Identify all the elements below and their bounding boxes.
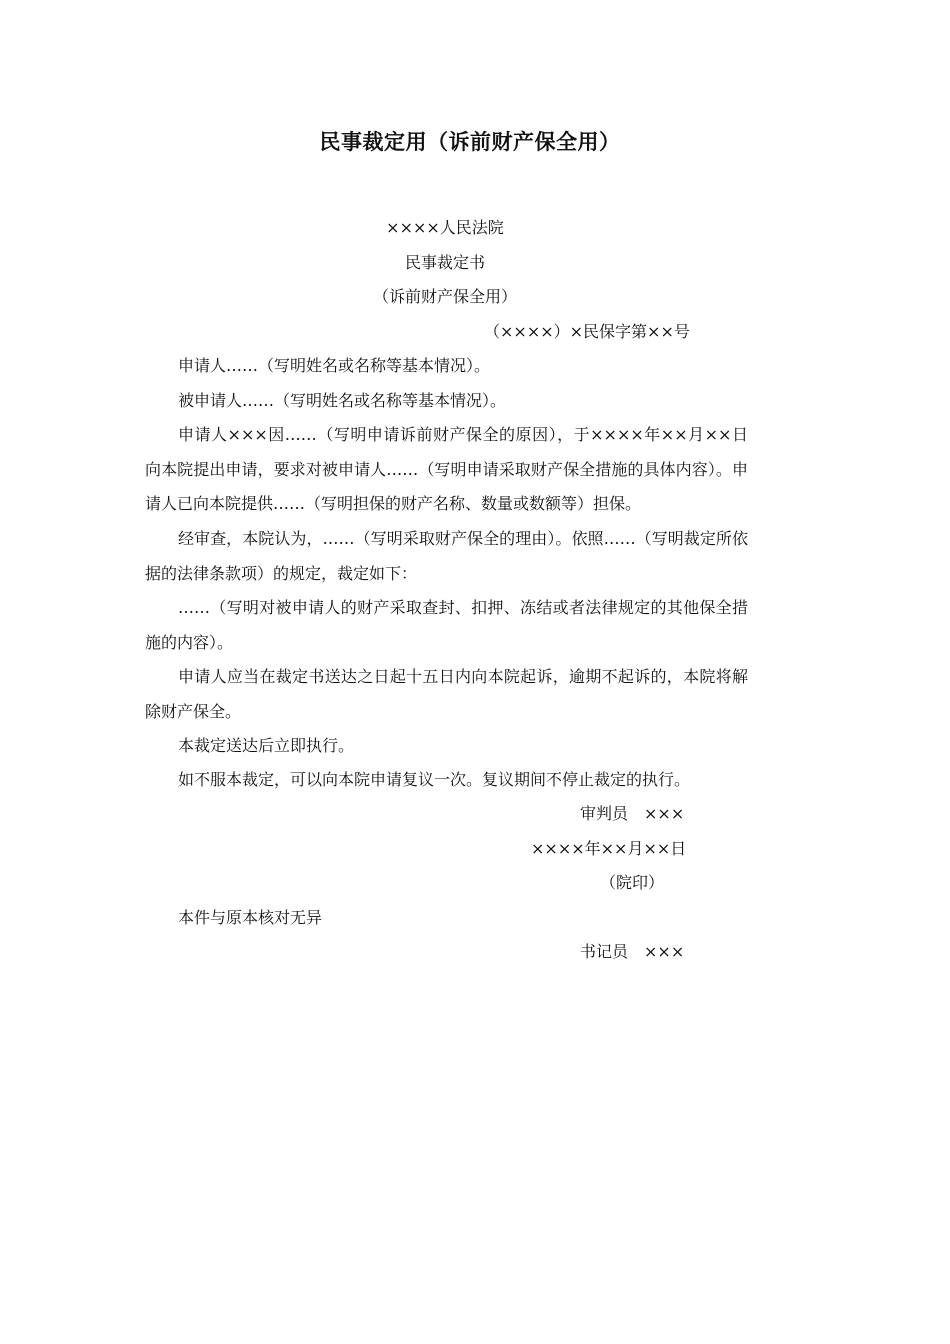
court-name: ××××人民法院	[386, 218, 504, 237]
case-number: （××××）×民保字第××号	[484, 322, 690, 341]
document-type: 民事裁定书	[404, 253, 485, 272]
paragraph-applicant: 申请人……（写明姓名或名称等基本情况）。	[178, 356, 491, 375]
clerk-signature: 书记员 ×××	[580, 942, 685, 961]
paragraph-lawsuit-deadline: 申请人应当在裁定书送达之日起十五日内向本院起诉，逾期不起诉的，本院将解除财产保全。	[145, 667, 748, 721]
judge-signature: 审判员 ×××	[580, 804, 685, 823]
paragraph-execution: 本裁定送达后立即执行。	[178, 736, 355, 755]
verification-note: 本件与原本核对无异	[178, 908, 323, 927]
paragraph-ruling: ……（写明对被申请人的财产采取查封、扣押、冻结或者法律规定的其他保全措施的内容）。	[145, 598, 748, 652]
paragraph-respondent: 被申请人……（写明姓名或名称等基本情况）。	[178, 391, 507, 410]
court-seal-note: （院印）	[600, 873, 665, 892]
ruling-date: ××××年××月××日	[531, 839, 687, 858]
paragraph-application: 申请人×××因……（写明申请诉前财产保全的原因），于××××年××月××日向本院提出申请，要求对被申请人……（写明申请采取财产保全措施的具体内容）。申请人已向本院提供……（写明担保的财产名称、数量或数额等）担保。	[145, 425, 748, 513]
document-subtitle: （诉前财产保全用）	[372, 287, 517, 306]
document-title: 民事裁定用（诉前财产保全用）	[319, 130, 621, 154]
paragraph-review: 经审查，本院认为，……（写明采取财产保全的理由）。依照……（写明裁定所依据的法律条款项）的规定，裁定如下：	[145, 529, 748, 583]
paragraph-reconsideration: 如不服本裁定，可以向本院申请复议一次。复议期间不停止裁定的执行。	[178, 770, 691, 789]
